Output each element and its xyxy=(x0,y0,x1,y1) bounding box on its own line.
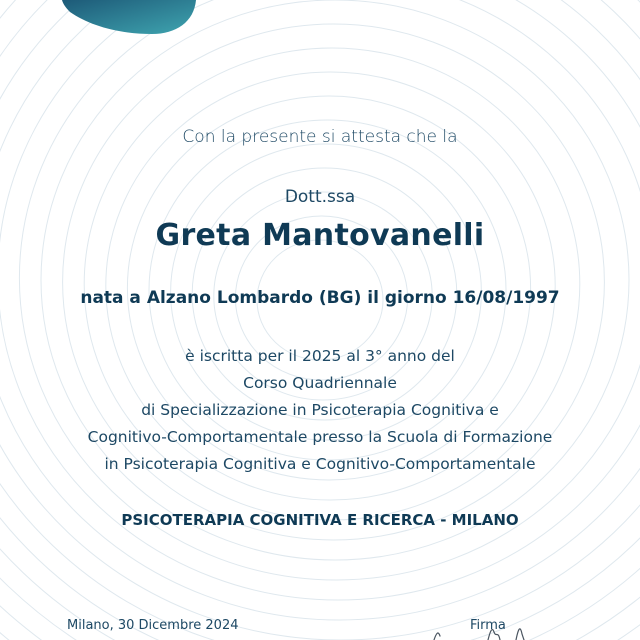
enrollment-text xyxy=(0,343,640,478)
place-and-date: Milano, 30 Dicembre 2024 xyxy=(67,618,239,633)
enrollment-line: Corso Quadriennale xyxy=(243,374,397,392)
enrollment-line: Cognitivo-Comportamentale presso la Scuola di Formazione xyxy=(87,428,553,446)
school-name: PSICOTERAPIA COGNITIVA E RICERCA - MILANO xyxy=(121,511,519,529)
title-prefix: Dott.ssa xyxy=(284,187,356,207)
enrollment-line: è iscritta per il 2025 al 3° anno del xyxy=(185,347,455,365)
signature-label: Firma xyxy=(470,618,506,633)
enrollment-line: in Psicoterapia Cognitiva e Cognitivo-Comportamentale xyxy=(104,455,536,473)
recipient-name: Greta Mantovanelli xyxy=(155,218,485,253)
enrollment-line: di Specializzazione in Psicoterapia Cognitiva e xyxy=(141,401,499,419)
birth-details: nata a Alzano Lombardo (BG) il giorno 16/08/1997 xyxy=(80,288,560,308)
intro-text: Con la presente si attesta che la xyxy=(182,127,458,147)
logo-blob xyxy=(62,0,196,34)
